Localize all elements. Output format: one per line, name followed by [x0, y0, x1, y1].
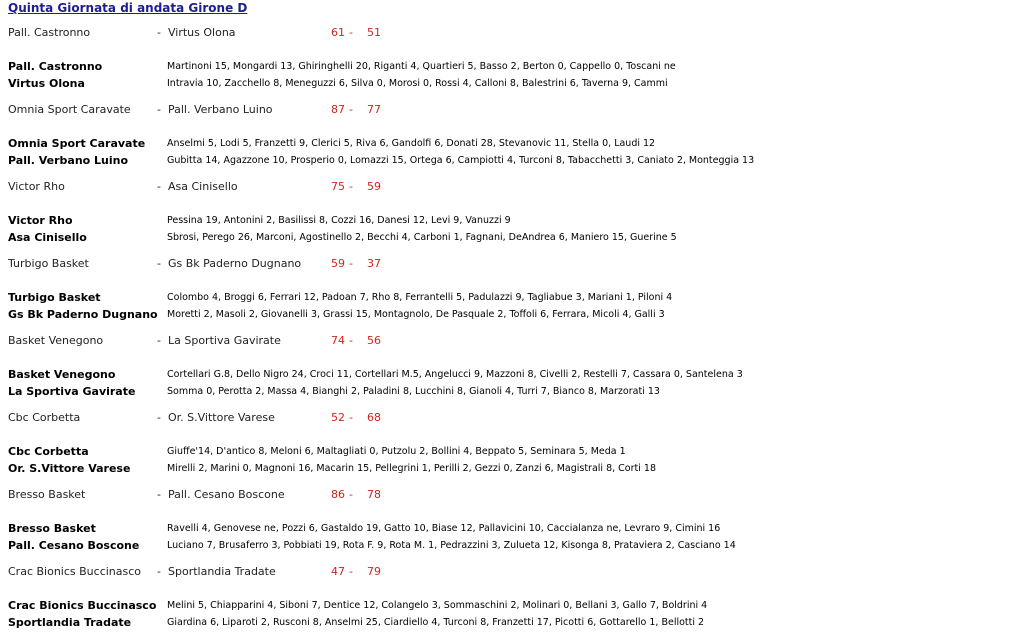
home-players: Pessina 19, Antonini 2, Basilissi 8, Cozzi 16, Danesi 12, Levi 9, Vanuzzi 9: [167, 215, 511, 226]
match-home-team: Pall. Castronno: [8, 26, 91, 39]
match-separator: -: [157, 26, 161, 39]
match-home-team: Bresso Basket: [8, 488, 86, 501]
score-separator: -: [349, 565, 353, 578]
match-block: [0, 562, 1014, 639]
home-team-name: Omnia Sport Caravate: [8, 137, 146, 150]
away-team-name: Or. S.Vittore Varese: [8, 462, 131, 475]
score-away: 68: [367, 411, 381, 424]
match-block: [0, 254, 1014, 331]
home-players: Cortellari G.8, Dello Nigro 24, Croci 11, Cortellari M.5, Angelucci 9, Mazzoni 8, Civelli 2, Restelli 7, Cassara 0, Santelena 3: [167, 369, 743, 380]
score-home: 61: [331, 26, 345, 39]
score-home: 74: [331, 334, 345, 347]
home-team-name: Cbc Corbetta: [8, 445, 89, 458]
score-away: 77: [367, 103, 381, 116]
away-team-name: Pall. Cesano Boscone: [8, 539, 140, 552]
match-home-team: Cbc Corbetta: [8, 411, 81, 424]
away-players: Gubitta 14, Agazzone 10, Prosperio 0, Lomazzi 15, Ortega 6, Campiotti 4, Turconi 8, Tabacchetti 3, Caniato 2, Monteggia 13: [167, 155, 755, 166]
match-separator: -: [157, 488, 161, 501]
match-home-team: Omnia Sport Caravate: [8, 103, 131, 116]
home-team-name: Crac Bionics Buccinasco: [8, 599, 157, 612]
home-team-name: Pall. Castronno: [8, 60, 103, 73]
match-away-team: La Sportiva Gavirate: [168, 334, 281, 347]
score-separator: -: [349, 26, 353, 39]
match-away-team: Sportlandia Tradate: [168, 565, 276, 578]
away-players: Luciano 7, Brusaferro 3, Pobbiati 19, Rota F. 9, Rota M. 1, Pedrazzini 3, Zulueta 12, Kisonga 8, Prataviera 2, Casciano 14: [167, 540, 736, 551]
match-separator: -: [157, 103, 161, 116]
score-separator: -: [349, 103, 353, 116]
score-home: 47: [331, 565, 345, 578]
away-team-name: Sportlandia Tradate: [8, 616, 132, 629]
match-block: [0, 177, 1014, 254]
match-separator: -: [157, 411, 161, 424]
away-players: Sbrosi, Perego 26, Marconi, Agostinello 2, Becchi 4, Carboni 1, Fagnani, DeAndrea 6, Maniero 15, Guerine 5: [167, 232, 677, 243]
away-team-name: Asa Cinisello: [8, 231, 87, 244]
home-team-name: Victor Rho: [8, 214, 73, 227]
home-team-name: Turbigo Basket: [8, 291, 101, 304]
score-away: 78: [367, 488, 381, 501]
away-players: Somma 0, Perotta 2, Massa 4, Bianghi 2, Paladini 8, Lucchini 8, Gianoli 4, Turri 7, Bianco 8, Marzorati 13: [167, 386, 660, 397]
score-home: 59: [331, 257, 345, 270]
score-separator: -: [349, 180, 353, 193]
match-away-team: Gs Bk Paderno Dugnano: [168, 257, 302, 270]
match-home-team: Basket Venegono: [8, 334, 104, 347]
match-separator: -: [157, 565, 161, 578]
match-home-team: Crac Bionics Buccinasco: [8, 565, 142, 578]
match-separator: -: [157, 334, 161, 347]
match-block: [0, 100, 1014, 177]
match-block: [0, 23, 1014, 100]
score-away: 56: [367, 334, 381, 347]
home-players: Anselmi 5, Lodi 5, Franzetti 9, Clerici 5, Riva 6, Gandolfi 6, Donati 28, Stevanovic 11, Stella 0, Laudi 12: [167, 138, 656, 149]
match-away-team: Pall. Cesano Boscone: [168, 488, 285, 501]
score-away: 59: [367, 180, 381, 193]
score-home: 75: [331, 180, 345, 193]
home-players: Melini 5, Chiapparini 4, Siboni 7, Dentice 12, Colangelo 3, Sommaschini 2, Molinari 0, Bellani 3, Gallo 7, Boldrini 4: [167, 600, 708, 611]
score-home: 86: [331, 488, 345, 501]
score-separator: -: [349, 411, 353, 424]
home-players: Ravelli 4, Genovese ne, Pozzi 6, Gastaldo 19, Gatto 10, Biase 12, Pallavicini 10, Caccialanza ne, Levraro 9, Cimini 16: [167, 523, 721, 534]
match-block: [0, 331, 1014, 408]
match-block: [0, 408, 1014, 485]
match-away-team: Virtus Olona: [168, 26, 236, 39]
away-team-name: Virtus Olona: [8, 77, 85, 90]
match-away-team: Asa Cinisello: [168, 180, 238, 193]
score-separator: -: [349, 488, 353, 501]
score-away: 37: [367, 257, 381, 270]
match-separator: -: [157, 180, 161, 193]
page-title[interactable]: Quinta Giornata di andata Girone D: [8, 1, 248, 15]
away-team-name: Gs Bk Paderno Dugnano: [8, 308, 158, 321]
home-players: Martinoni 15, Mongardi 13, Ghiringhelli 20, Riganti 4, Quartieri 5, Basso 2, Berton 0, Cappello 0, Toscani ne: [167, 61, 676, 72]
match-home-team: Victor Rho: [8, 180, 65, 193]
score-separator: -: [349, 257, 353, 270]
home-players: Giuffe'14, D'antico 8, Meloni 6, Maltagliati 0, Putzolu 2, Bollini 4, Beppato 5, Seminara 5, Meda 1: [167, 446, 626, 457]
score-separator: -: [349, 334, 353, 347]
away-team-name: La Sportiva Gavirate: [8, 385, 136, 398]
match-separator: -: [157, 257, 161, 270]
away-team-name: Pall. Verbano Luino: [8, 154, 129, 167]
match-away-team: Pall. Verbano Luino: [168, 103, 273, 116]
score-away: 79: [367, 565, 381, 578]
score-away: 51: [367, 26, 381, 39]
match-home-team: Turbigo Basket: [8, 257, 89, 270]
score-home: 52: [331, 411, 345, 424]
away-players: Moretti 2, Masoli 2, Giovanelli 3, Grassi 15, Montagnolo, De Pasquale 2, Toffoli 6, Ferrara, Micoli 4, Galli 3: [167, 309, 665, 320]
away-players: Intravia 10, Zacchello 8, Meneguzzi 6, Silva 0, Morosi 0, Rossi 4, Calloni 8, Balestrini 6, Taverna 9, Cammi: [167, 78, 668, 89]
home-players: Colombo 4, Broggi 6, Ferrari 12, Padoan 7, Rho 8, Ferrantelli 5, Padulazzi 9, Tagliabue 3, Mariani 1, Piloni 4: [167, 292, 673, 303]
match-block: [0, 485, 1014, 562]
home-team-name: Bresso Basket: [8, 522, 96, 535]
away-players: Giardina 6, Liparoti 2, Rusconi 8, Anselmi 25, Ciardiello 4, Turconi 8, Franzetti 17, Picotti 6, Gottarello 1, Bellotti 2: [167, 617, 705, 628]
away-players: Mirelli 2, Marini 0, Magnoni 16, Macarin 15, Pellegrini 1, Perilli 2, Gezzi 0, Zanzi 6, Magistrali 8, Corti 18: [167, 463, 656, 474]
home-team-name: Basket Venegono: [8, 368, 116, 381]
score-home: 87: [331, 103, 345, 116]
match-away-team: Or. S.Vittore Varese: [168, 411, 275, 424]
